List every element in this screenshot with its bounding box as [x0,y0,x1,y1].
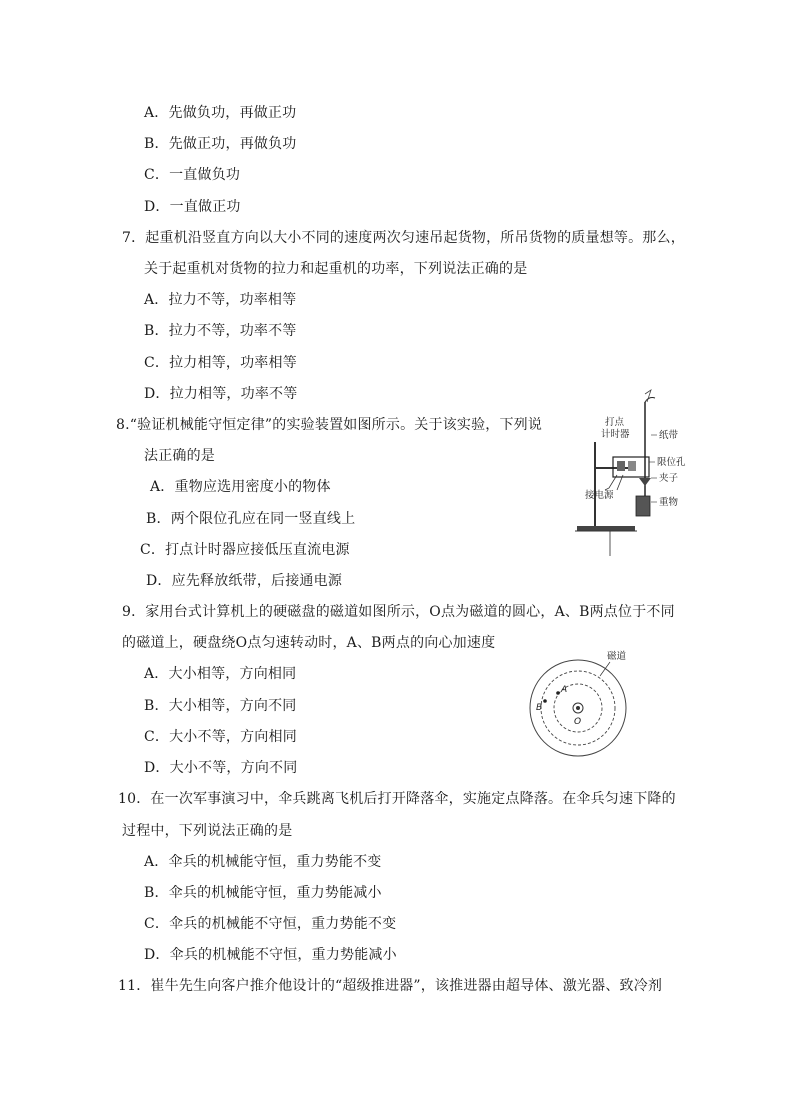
q10-stem-line-2: 过程中，下列说法正确的是 [122,823,293,839]
power-wire-1 [605,475,617,490]
q7-option-b: B．拉力不等，功率不等 [144,323,297,339]
q8-option-b: B．两个限位孔应在同一竖直线上 [146,511,356,527]
point-b-marker [543,699,547,703]
timer-coil [617,461,625,471]
q11-stem-line-1: 11．崔牛先生向客户推介他设计的“超级推进器”，该推进器由超导体、激光器、致冷剂 [118,978,663,994]
q8-option-d: D．应先释放纸带，后接通电源 [146,573,343,589]
q10-stem-line-1: 10．在一次军事演习中，伞兵跳离飞机后打开降落伞，实施定点降落。在伞兵匀速下降的 [118,791,676,807]
q7-option-a: A．拉力不等，功率相等 [144,292,297,308]
q6-option-a: A．先做负功，再做正功 [144,105,297,121]
q9-option-c: C．大小不等，方向相同 [144,729,297,745]
power-label: 接电源 [585,490,614,501]
q8-option-c: C．打点计时器应接低压直流电源 [140,542,350,558]
q9-disk-figure [528,646,644,760]
point-a-marker [556,691,560,695]
tape-clip [639,478,651,486]
track-label: 磁道 [607,651,627,662]
hole-label: 限位孔 [657,457,686,468]
q9-stem-line-2: 的磁道上，硬盘绕O点匀速转动时，A、B两点的向心加速度 [122,635,496,651]
timer-label-2: 计时器 [601,429,630,440]
stand-base [577,526,635,531]
center-point [576,706,580,710]
q8-stem-line-2: 法正确的是 [144,448,215,464]
q9-option-b: B．大小相等，方向不同 [144,698,297,714]
q8-apparatus-figure [565,380,690,560]
q10-option-a: A．伞兵的机械能守恒，重力势能不变 [144,854,382,870]
q9-disk-diagram [528,646,644,760]
tape-label: 纸带 [659,430,679,441]
track-leader-line [600,662,610,676]
q10-option-b: B．伞兵的机械能守恒，重力势能减小 [144,885,382,901]
q6-option-d: D．一直做正功 [144,199,241,215]
q6-option-c: C．一直做负功 [144,167,241,183]
q8-stem-line-1: 8.“验证机械能守恒定律”的实验装置如图所示。关于该实验，下列说 [116,417,543,433]
q8-apparatus-diagram [565,380,690,560]
q7-option-c: C．拉力相等，功率相等 [144,355,297,371]
center-label: O [574,717,582,727]
q10-option-c: C．伞兵的机械能不守恒，重力势能不变 [144,916,397,932]
q7-stem-line-1: 7．起重机沿竖直方向以大小不同的速度两次匀速吊起货物，所吊货物的质量想等。那么， [122,230,685,246]
weight-label: 重物 [659,497,679,508]
q7-stem-line-2: 关于起重机对货物的拉力和起重机的功率，下列说法正确的是 [144,261,528,277]
q9-stem-line-1: 9．家用台式计算机上的硬磁盘的磁道如图所示，O点为磁道的圆心，A、B两点位于不同 [122,604,675,620]
q6-option-b: B．先做正功，再做负功 [144,136,297,152]
point-a-label: A [561,685,568,695]
q10-option-d: D．伞兵的机械能不守恒，重力势能减小 [144,947,397,963]
point-b-label: B [536,703,543,713]
q8-option-a: A．重物应选用密度小的物体 [150,479,331,495]
tape-top-curl [645,398,655,403]
timer-label-1: 打点 [605,417,625,428]
q9-option-d: D．大小不等，方向不同 [144,760,298,776]
q7-option-d: D．拉力相等，功率不等 [144,386,298,402]
clip-label: 夹子 [659,473,679,484]
q9-option-a: A．大小相等，方向相同 [144,666,297,682]
drop-weight [636,496,650,516]
timer-plate [628,461,636,471]
